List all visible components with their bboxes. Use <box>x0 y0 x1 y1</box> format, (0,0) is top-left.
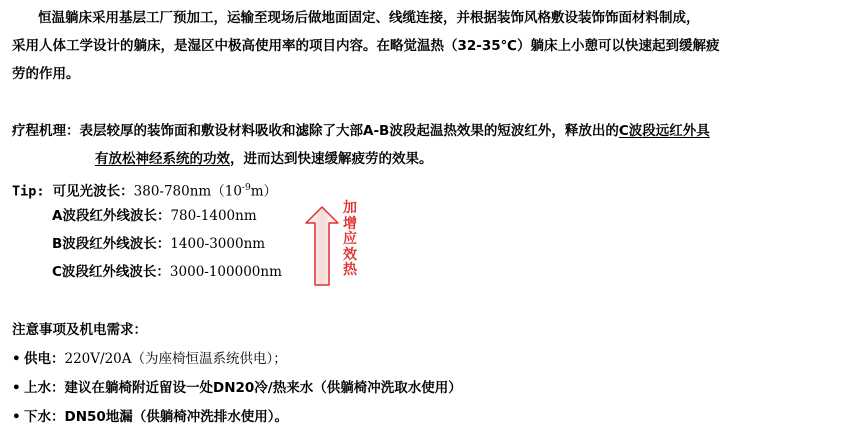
band-b-label: B波段红外线波长： <box>52 236 171 252</box>
tip-prefix: Tip: <box>12 183 53 200</box>
band-c-value: 3000-100000nm <box>169 264 282 280</box>
heat-effect-label: 加增应效热 <box>343 200 357 278</box>
requirements-heading: 注意事项及机电需求： <box>12 322 147 338</box>
mechanism-text-a: 表层较厚的装饰面和敷设材料吸收和滤除了大部A-B波段起温热效果的短波红外，释放出的 <box>79 123 619 139</box>
band-a-value: 780-1400nm <box>170 208 257 224</box>
requirement-item <box>12 349 287 369</box>
tip-visible-line <box>12 178 277 202</box>
band-c-label: C波段红外线波长： <box>52 264 170 280</box>
bullet-icon: • <box>12 409 21 425</box>
requirement-label: 下水： <box>24 409 65 425</box>
band-a-label: A波段红外线波长： <box>52 208 171 224</box>
band-a-line <box>52 206 257 226</box>
requirement-label: 供电： <box>24 351 65 367</box>
requirement-label: 上水： <box>24 380 65 396</box>
intro-line-2: 采用人体工学设计的躺床，是湿区中极高使用率的项目内容。在略觉温热（32-35℃）躺床上小憩可以快速起到缓解疲 <box>12 38 720 54</box>
intro-line-1: 恒温躺床采用基层工厂预加工，运输至现场后做地面固定、线缆连接，并根据装饰风格敷设装饰饰面材料制成， <box>38 10 700 26</box>
band-c-line <box>52 262 282 282</box>
requirement-value: DN50地漏（供躺椅冲洗排水使用）。 <box>64 409 289 425</box>
tip-visible-exponent: -9 <box>241 183 251 193</box>
mechanism-line-2 <box>95 149 433 169</box>
bullet-icon: • <box>12 380 21 396</box>
up-arrow-icon <box>305 206 339 286</box>
mechanism-underlined-2: 有放松神经系统的功效 <box>95 151 230 167</box>
mechanism-label: 疗程机理： <box>12 123 80 139</box>
tip-visible-value: 380-780nm（10 <box>133 183 242 200</box>
mechanism-underlined-1: C波段远红外具 <box>618 123 710 139</box>
tip-visible-unit: m） <box>250 183 278 200</box>
intro-line-3: 劳的作用。 <box>12 66 80 82</box>
requirement-item <box>12 407 288 427</box>
bullet-icon: • <box>12 351 21 367</box>
mechanism-line-1 <box>12 121 710 141</box>
requirement-value: 建议在躺椅附近留设一处DN20冷/热来水（供躺椅冲洗取水使用） <box>64 380 462 396</box>
mechanism-text-b: ，进而达到快速缓解疲劳的效果。 <box>230 151 433 167</box>
band-b-value: 1400-3000nm <box>170 236 266 252</box>
requirement-value: 220V/20A（为座椅恒温系统供电）； <box>64 351 287 367</box>
requirement-item <box>12 378 462 398</box>
band-b-line <box>52 234 265 254</box>
tip-visible-label: 可见光波长： <box>52 183 134 200</box>
